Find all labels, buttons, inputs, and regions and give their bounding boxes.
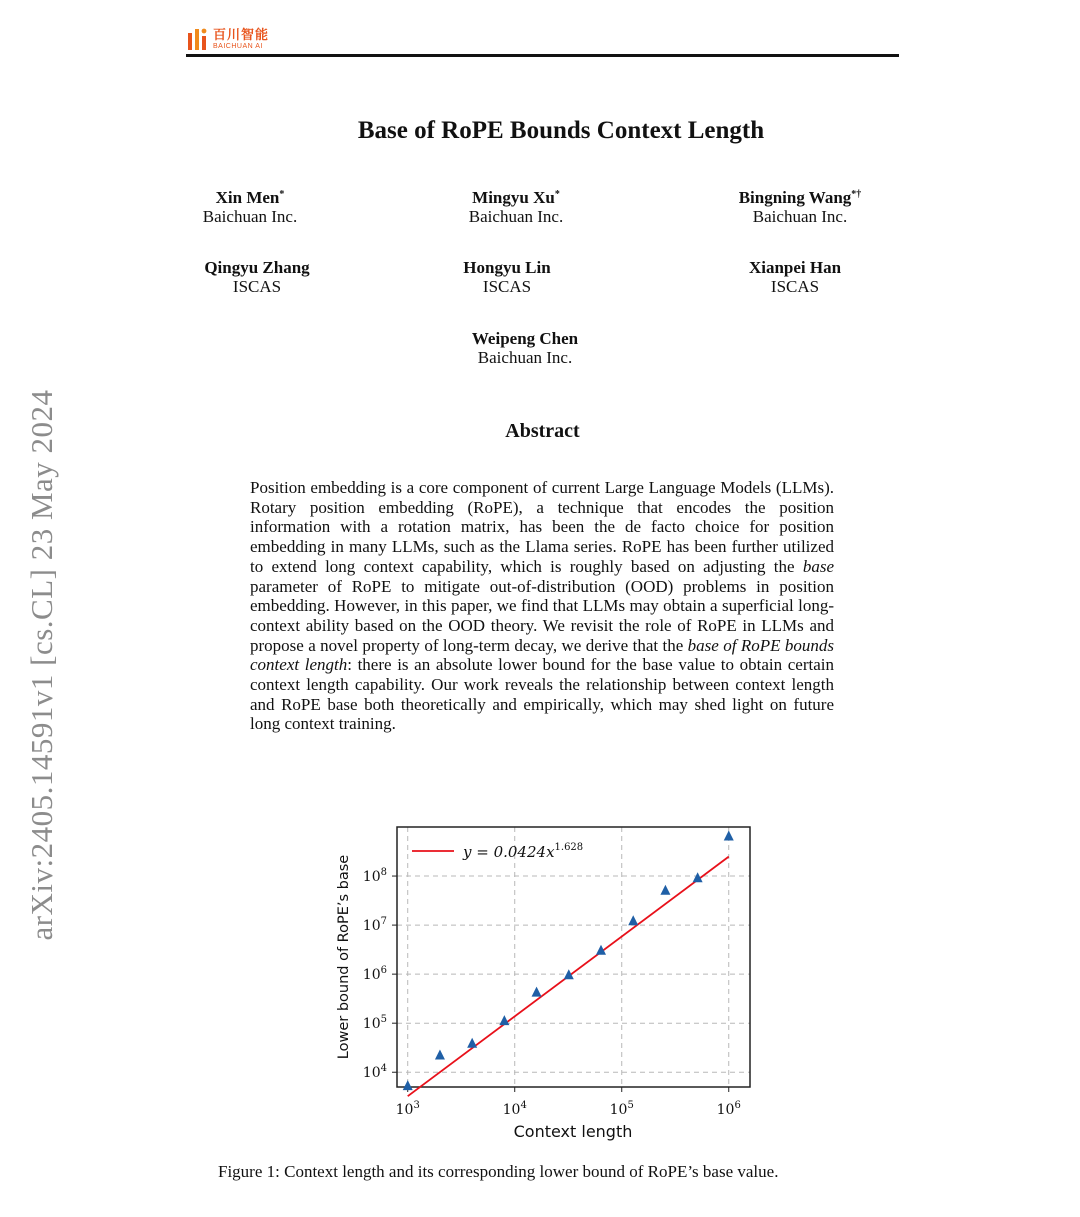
logo-text-en: BAICHUAN AI bbox=[213, 42, 263, 50]
data-point bbox=[532, 987, 542, 997]
author-affiliation: Baichuan Inc. bbox=[202, 207, 298, 226]
abstract-part-3: : there is an absolute lower bound for the base value to obtain certain context length capability. Our work reveals the relationship between context length and RoPE base both theoretically and empirically, which may shed light on future long context training. bbox=[250, 655, 835, 734]
y-axis-ticks bbox=[363, 867, 397, 1081]
abstract-text bbox=[250, 478, 834, 734]
author-name: Hongyu Lin bbox=[463, 258, 551, 277]
data-point bbox=[435, 1049, 445, 1059]
abstract-part-2: parameter of RoPE to mitigate out-of-distribution (OOD) problems in position embedding. However, in this paper, we find that LLMs may obtain a superficial long-context ability based on the OOD theory. We revisit the role of RoPE in LLMs and propose a novel property of long-term decay, we derive that the bbox=[250, 576, 834, 655]
author-name: Bingning Wang bbox=[738, 188, 852, 207]
data-point bbox=[403, 1080, 413, 1090]
header-rule bbox=[186, 54, 899, 57]
y-tick-label: $10^8$ bbox=[362, 867, 387, 886]
y-axis-label: Lower bound of RoPE’s base bbox=[336, 854, 352, 1060]
author-affiliation: ISCAS bbox=[482, 277, 532, 296]
author-block bbox=[415, 329, 635, 367]
data-point bbox=[628, 915, 638, 925]
x-axis-label: Context length bbox=[513, 1122, 633, 1141]
author-block bbox=[147, 258, 367, 296]
author-affiliation: ISCAS bbox=[232, 277, 282, 296]
chart-legend bbox=[412, 842, 583, 861]
author-block bbox=[397, 258, 617, 296]
abstract-part-1: Position embedding is a core component of current Large Language Models (LLMs). Rotary position embedding (RoPE), a technique that encodes the position information with a rotation matrix, has been the de facto choice for position embedding in many LLMs, such as the Llama series. RoPE has been further utilized to extend long context capability, which is roughly based on adjusting the bbox=[250, 478, 834, 576]
author-block bbox=[140, 188, 360, 226]
legend-label-text: y = 0.0424x bbox=[463, 843, 555, 861]
author-affiliation: Baichuan Inc. bbox=[752, 207, 848, 226]
author-block bbox=[685, 258, 905, 296]
author-name: Weipeng Chen bbox=[471, 329, 579, 348]
paper-title: Base of RoPE Bounds Context Length bbox=[357, 117, 765, 144]
y-tick-label: $10^6$ bbox=[362, 965, 387, 984]
y-tick-label: $10^7$ bbox=[362, 916, 387, 935]
author-name: Xianpei Han bbox=[748, 258, 842, 277]
legend-label bbox=[462, 842, 583, 861]
x-axis-ticks bbox=[396, 1087, 741, 1118]
legend-label-exponent: 1.628 bbox=[554, 842, 584, 853]
data-point bbox=[660, 885, 670, 895]
author-affiliation: ISCAS bbox=[770, 277, 820, 296]
rope-base-chart bbox=[320, 815, 770, 1145]
arxiv-identifier: arXiv:2405.14591v1 [cs.CL] 23 May 2024 bbox=[24, 389, 59, 941]
chart-plot-frame bbox=[397, 827, 750, 1087]
author-name: Mingyu Xu bbox=[472, 188, 555, 207]
abstract-emphasis-claim: base of RoPE bounds context length bbox=[250, 635, 835, 675]
x-tick-label: $10^6$ bbox=[716, 1100, 741, 1118]
author-block bbox=[690, 188, 910, 226]
author-affiliation: Baichuan Inc. bbox=[468, 207, 564, 226]
author-mark: * bbox=[554, 189, 560, 200]
author-mark: * bbox=[279, 189, 285, 200]
x-tick-label: $10^4$ bbox=[502, 1100, 527, 1118]
logo-text-cn: 百川智能 bbox=[213, 27, 270, 43]
author-affiliation: Baichuan Inc. bbox=[477, 348, 573, 367]
y-tick-label: $10^5$ bbox=[362, 1014, 387, 1033]
chart-grid bbox=[397, 827, 750, 1087]
y-tick-label: $10^4$ bbox=[362, 1063, 387, 1082]
data-point bbox=[467, 1038, 477, 1048]
abstract-heading: Abstract bbox=[505, 420, 580, 442]
data-point bbox=[499, 1015, 509, 1025]
data-point bbox=[724, 831, 734, 841]
abstract-emphasis-base: base bbox=[802, 556, 834, 576]
x-tick-label: $10^3$ bbox=[395, 1100, 420, 1118]
data-points bbox=[403, 831, 734, 1091]
baichuan-logo bbox=[187, 26, 269, 52]
author-name: Qingyu Zhang bbox=[204, 258, 310, 277]
figure-caption: Figure 1: Context length and its corresponding lower bound of RoPE’s base value. bbox=[218, 1162, 779, 1181]
author-mark: *† bbox=[851, 189, 862, 200]
baichuan-logo-icon bbox=[187, 27, 209, 51]
author-block bbox=[406, 188, 626, 226]
x-tick-label: $10^5$ bbox=[609, 1100, 634, 1118]
author-name: Xin Men bbox=[215, 188, 280, 207]
